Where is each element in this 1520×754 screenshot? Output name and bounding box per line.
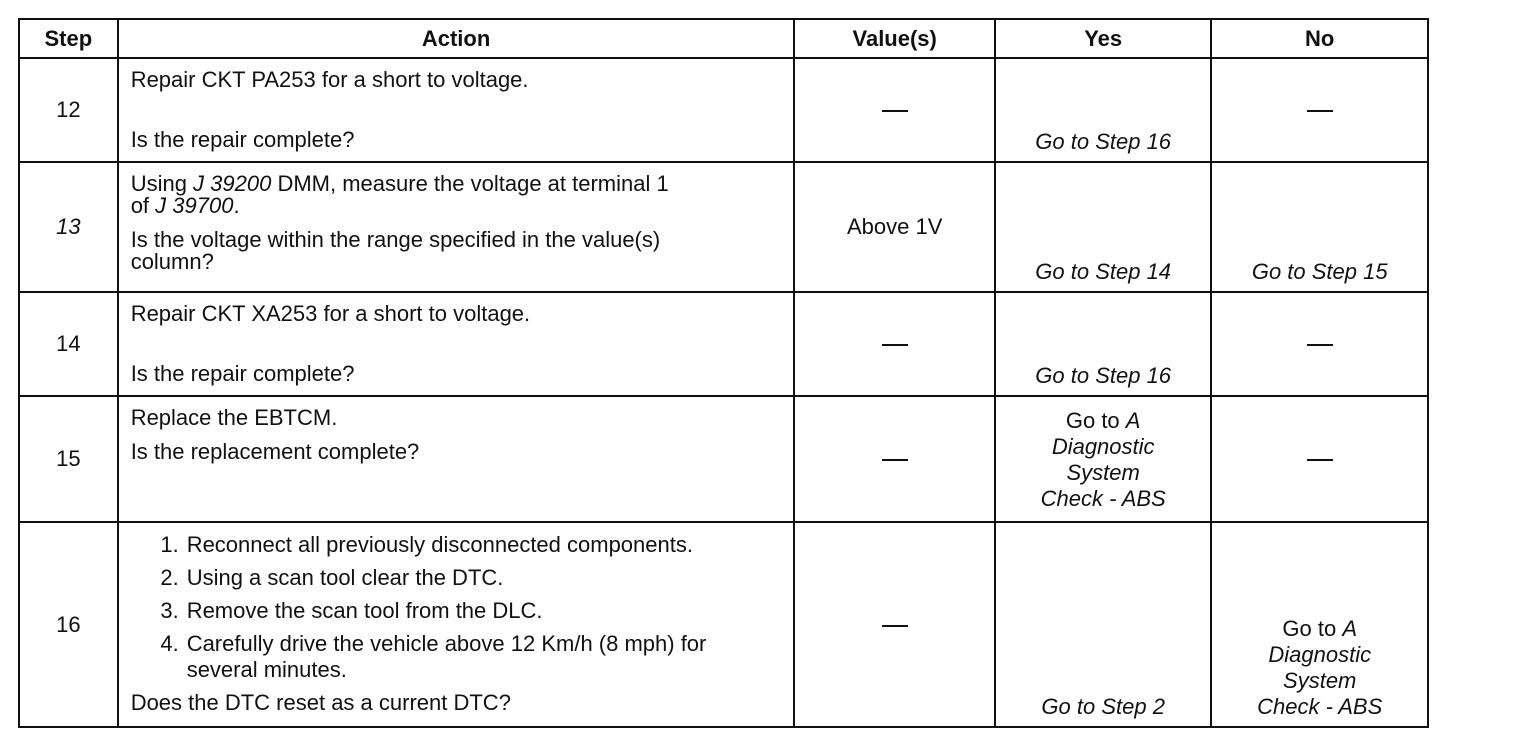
action-text-part: . (233, 193, 240, 218)
action-question: Is the replacement complete? (130, 439, 420, 464)
value-cell (794, 396, 994, 522)
action-text: Replace the EBTCM. (130, 405, 338, 430)
list-text-line: Carefully drive the vehicle above 12 Km/h (8 mph) for (186, 631, 707, 656)
value-cell (794, 522, 994, 727)
yes-cell: Go to Step 16 (995, 292, 1212, 396)
tool-reference: J 39200 (193, 171, 272, 196)
yes-cell (995, 396, 1212, 522)
list-item (131, 565, 782, 591)
list-number: 2. (160, 565, 179, 590)
no-text-part: System (1283, 668, 1357, 693)
action-question: Does the DTC reset as a current DTC? (130, 690, 511, 715)
no-cell (1211, 396, 1428, 522)
list-item (131, 598, 782, 624)
table-row (19, 162, 1428, 292)
list-number: 3. (160, 598, 179, 623)
dash-mark (1307, 459, 1333, 461)
action-question: Is the repair complete? (130, 127, 355, 152)
no-text-part: A (1342, 616, 1358, 641)
list-item (131, 532, 782, 558)
action-cell (118, 58, 795, 162)
diagnostic-table-sheet (18, 18, 1429, 726)
instruction-list (131, 532, 782, 683)
no-text-part: Go to (1282, 616, 1343, 641)
action-question: column? (130, 249, 214, 274)
header-row (19, 19, 1428, 58)
no-cell (1211, 522, 1428, 727)
dash-mark (1307, 344, 1333, 346)
value-cell: Above 1V (794, 162, 994, 292)
value-cell (794, 292, 994, 396)
step-number: 16 (19, 522, 118, 727)
list-number: 1. (160, 532, 179, 557)
list-text: Using a scan tool clear the DTC. (186, 565, 504, 590)
header-action: Action (118, 19, 795, 58)
step-number: 12 (19, 58, 118, 162)
tool-reference: J 39700 (155, 193, 234, 218)
action-text-part: of (130, 193, 156, 218)
dash-mark (882, 625, 908, 627)
diagnostic-table (18, 18, 1429, 728)
no-link-text (1212, 616, 1427, 720)
dash-mark (882, 110, 908, 112)
header-step: Step (19, 19, 118, 58)
no-cell: Go to Step 15 (1211, 162, 1428, 292)
action-text: Repair CKT XA253 for a short to voltage. (130, 301, 531, 326)
list-text (187, 631, 782, 683)
list-text: Reconnect all previously disconnected components. (186, 532, 693, 557)
yes-cell: Go to Step 14 (995, 162, 1212, 292)
action-cell (118, 396, 795, 522)
step-number: 15 (19, 396, 118, 522)
action-text: Repair CKT PA253 for a short to voltage. (130, 67, 529, 92)
table-row (19, 292, 1428, 396)
dash-mark (882, 459, 908, 461)
action-cell (118, 522, 795, 727)
yes-text-part: A (1125, 408, 1141, 433)
yes-text-part: Check - ABS (1040, 486, 1166, 511)
no-text-part: Check - ABS (1257, 694, 1383, 719)
no-cell (1211, 292, 1428, 396)
action-cell (118, 162, 795, 292)
table-row (19, 522, 1428, 727)
action-cell (118, 292, 795, 396)
action-text-part: Using (130, 171, 194, 196)
step-number: 13 (19, 162, 118, 292)
yes-cell: Go to Step 2 (995, 522, 1212, 727)
list-item (131, 631, 782, 683)
yes-text-part: System (1066, 460, 1140, 485)
list-number: 4. (160, 631, 179, 656)
dash-mark (882, 344, 908, 346)
yes-text-part: Diagnostic (1051, 434, 1155, 459)
header-no: No (1211, 19, 1428, 58)
dash-mark (1307, 110, 1333, 112)
yes-link-text (996, 408, 1211, 512)
no-cell (1211, 58, 1428, 162)
table-row (19, 396, 1428, 522)
action-text-part: DMM, measure the voltage at terminal 1 (271, 171, 669, 196)
value-cell (794, 58, 994, 162)
header-values: Value(s) (794, 19, 994, 58)
yes-cell: Go to Step 16 (995, 58, 1212, 162)
header-yes: Yes (995, 19, 1212, 58)
step-number: 14 (19, 292, 118, 396)
list-text: Remove the scan tool from the DLC. (186, 598, 543, 623)
action-question: Is the voltage within the range specified in the value(s) (130, 227, 661, 252)
table-row (19, 58, 1428, 162)
no-text-part: Diagnostic (1268, 642, 1372, 667)
list-text-line: several minutes. (186, 657, 347, 682)
yes-text-part: Go to (1065, 408, 1126, 433)
action-question: Is the repair complete? (130, 361, 355, 386)
